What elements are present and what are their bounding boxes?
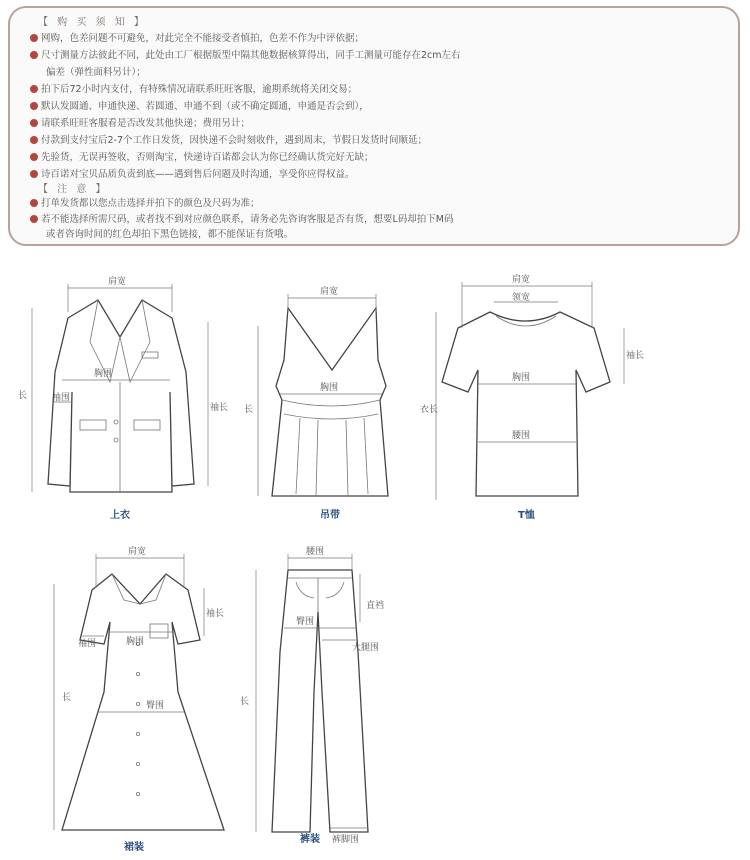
notice-line: 默认发圆通、申通快递、若圆通、申通不到（或不确定圆通，申通是否会到）， — [30, 98, 369, 112]
pants-waist-label: 腰围 — [306, 547, 325, 557]
bullet-dot-icon — [30, 102, 38, 110]
camisole-caption: 吊带 — [320, 510, 340, 521]
dress-button — [136, 672, 139, 675]
dress-collar — [112, 574, 166, 604]
notice-line: 或者咨询时间的红色却拍下黑色链接，都不能保证有货哦。 — [46, 229, 294, 240]
dress-hip-label: 臀围 — [146, 701, 165, 711]
notice-line: 诗百诺对宝贝品质负责到底——遇到售后问题及时沟通，享受你应得权益。 — [30, 166, 355, 180]
tshirt-length-label: 衣长 — [420, 405, 439, 415]
notice-title: 【 购 买 须 知 】 — [38, 13, 147, 28]
bullet-dot-icon — [30, 34, 38, 42]
bullet-dot-icon — [30, 153, 38, 161]
tshirt-diagram — [420, 273, 644, 521]
tshirt-sleeve-len-label: 袖长 — [626, 351, 645, 361]
purchase-notice-box — [8, 6, 740, 246]
notice-line: 尺寸测量方法彼此不同，此处由工厂根据版型中隔其他数据核算得出，同手工测量可能存在2cm左右 — [30, 47, 461, 61]
camisole-diagram — [244, 285, 388, 521]
size-diagrams-svg — [0, 252, 750, 860]
pants-outline — [272, 570, 368, 832]
dress-length-label: 长 — [62, 693, 72, 703]
dress-button — [136, 792, 139, 795]
tshirt-waist-label: 腰围 — [512, 431, 531, 441]
jacket-diagram — [18, 275, 228, 521]
jacket-pocket-right — [134, 420, 160, 430]
bullet-dot-icon — [30, 136, 38, 144]
jacket-button — [114, 420, 118, 424]
jacket-pocket-left — [80, 420, 106, 430]
jacket-sleeve-len-label: 袖长 — [210, 403, 229, 413]
camisole-chest-label: 胸围 — [320, 383, 339, 393]
notice-line: 付款到支付宝后2-7个工作日发货，因快递不会时刻收件，遇到周末，节假日发货时间顺延； — [30, 132, 427, 146]
dress-shoulder-label: 肩宽 — [128, 547, 147, 557]
dress-button — [136, 732, 139, 735]
notice-line: 请联系旺旺客服看是否改发其他快递；费用另计； — [30, 115, 250, 129]
tshirt-chest-label: 胸围 — [512, 373, 531, 383]
notice-attention-title: 【 注 意 】 — [38, 180, 109, 195]
jacket-caption: 上衣 — [110, 510, 130, 521]
jacket-lapel — [90, 300, 150, 492]
jacket-button — [114, 438, 118, 442]
dress-sleeve-len-label: 袖长 — [206, 609, 225, 619]
pants-rise-label: 直裆 — [366, 601, 385, 611]
tshirt-shoulder-label: 肩宽 — [512, 275, 531, 285]
size-diagrams — [0, 252, 750, 860]
camisole-shoulder-label: 肩宽 — [320, 287, 339, 297]
dress-outline — [62, 574, 224, 830]
tshirt-caption: T恤 — [518, 510, 535, 521]
pants-caption: 裤装 — [300, 834, 320, 845]
bullet-dot-icon — [30, 119, 38, 127]
notice-line: 网购，色差问题不可避免，对此完全不能接受者慎拍，色差不作为中评依据； — [30, 30, 364, 44]
notice-line: 若不能选择所需尺码，或者找不到对应颜色联系，请务必先咨询客服是否有货，想要L码却拍下M码 — [30, 211, 454, 225]
jacket-chest-label: 胸围 — [94, 369, 113, 379]
notice-line: 打单发货都以您点击选择并拍下的颜色及尺码为准； — [30, 195, 260, 209]
dress-chest-label: 胸围 — [126, 637, 145, 647]
pants-hem-label: 裤脚围 — [332, 835, 360, 845]
pants-diagram — [240, 546, 384, 845]
camisole-waistband — [282, 400, 380, 419]
pants-length-label: 长 — [240, 697, 250, 707]
bullet-dot-icon — [30, 215, 38, 223]
pants-thigh-label: 大腿围 — [352, 643, 380, 653]
dress-pocket — [150, 624, 168, 638]
bullet-dot-icon — [30, 51, 38, 59]
notice-line: 拍下后72小时内支付，有特殊情况请联系旺旺客服，逾期系统将关闭交易； — [30, 81, 357, 95]
bullet-dot-icon — [30, 199, 38, 207]
tshirt-outline — [442, 312, 610, 496]
dress-sleeve-circ-label: 袖围 — [78, 639, 97, 649]
dress-caption: 裙装 — [124, 842, 144, 853]
notice-line: 偏差（弹性面料另计）； — [46, 67, 146, 78]
pants-hip-label: 臀围 — [296, 617, 315, 627]
tshirt-collar-label: 领宽 — [512, 293, 531, 303]
bullet-dot-icon — [30, 85, 38, 93]
dress-button — [136, 702, 139, 705]
dress-diagram — [54, 545, 224, 853]
jacket-sleeve-circ-label: 袖围 — [52, 393, 71, 403]
pants-waistband — [288, 578, 352, 612]
dress-button — [136, 762, 139, 765]
jacket-length-label: 长 — [18, 391, 28, 401]
notice-line: 先验货，无误再签收，否则淘宝，快递诗百诺都会认为你已经确认货完好无缺； — [30, 149, 374, 163]
camisole-length-label: 长 — [244, 405, 254, 415]
camisole-pleats — [296, 418, 368, 496]
jacket-shoulder-label: 肩宽 — [108, 277, 127, 287]
bullet-dot-icon — [30, 170, 38, 178]
